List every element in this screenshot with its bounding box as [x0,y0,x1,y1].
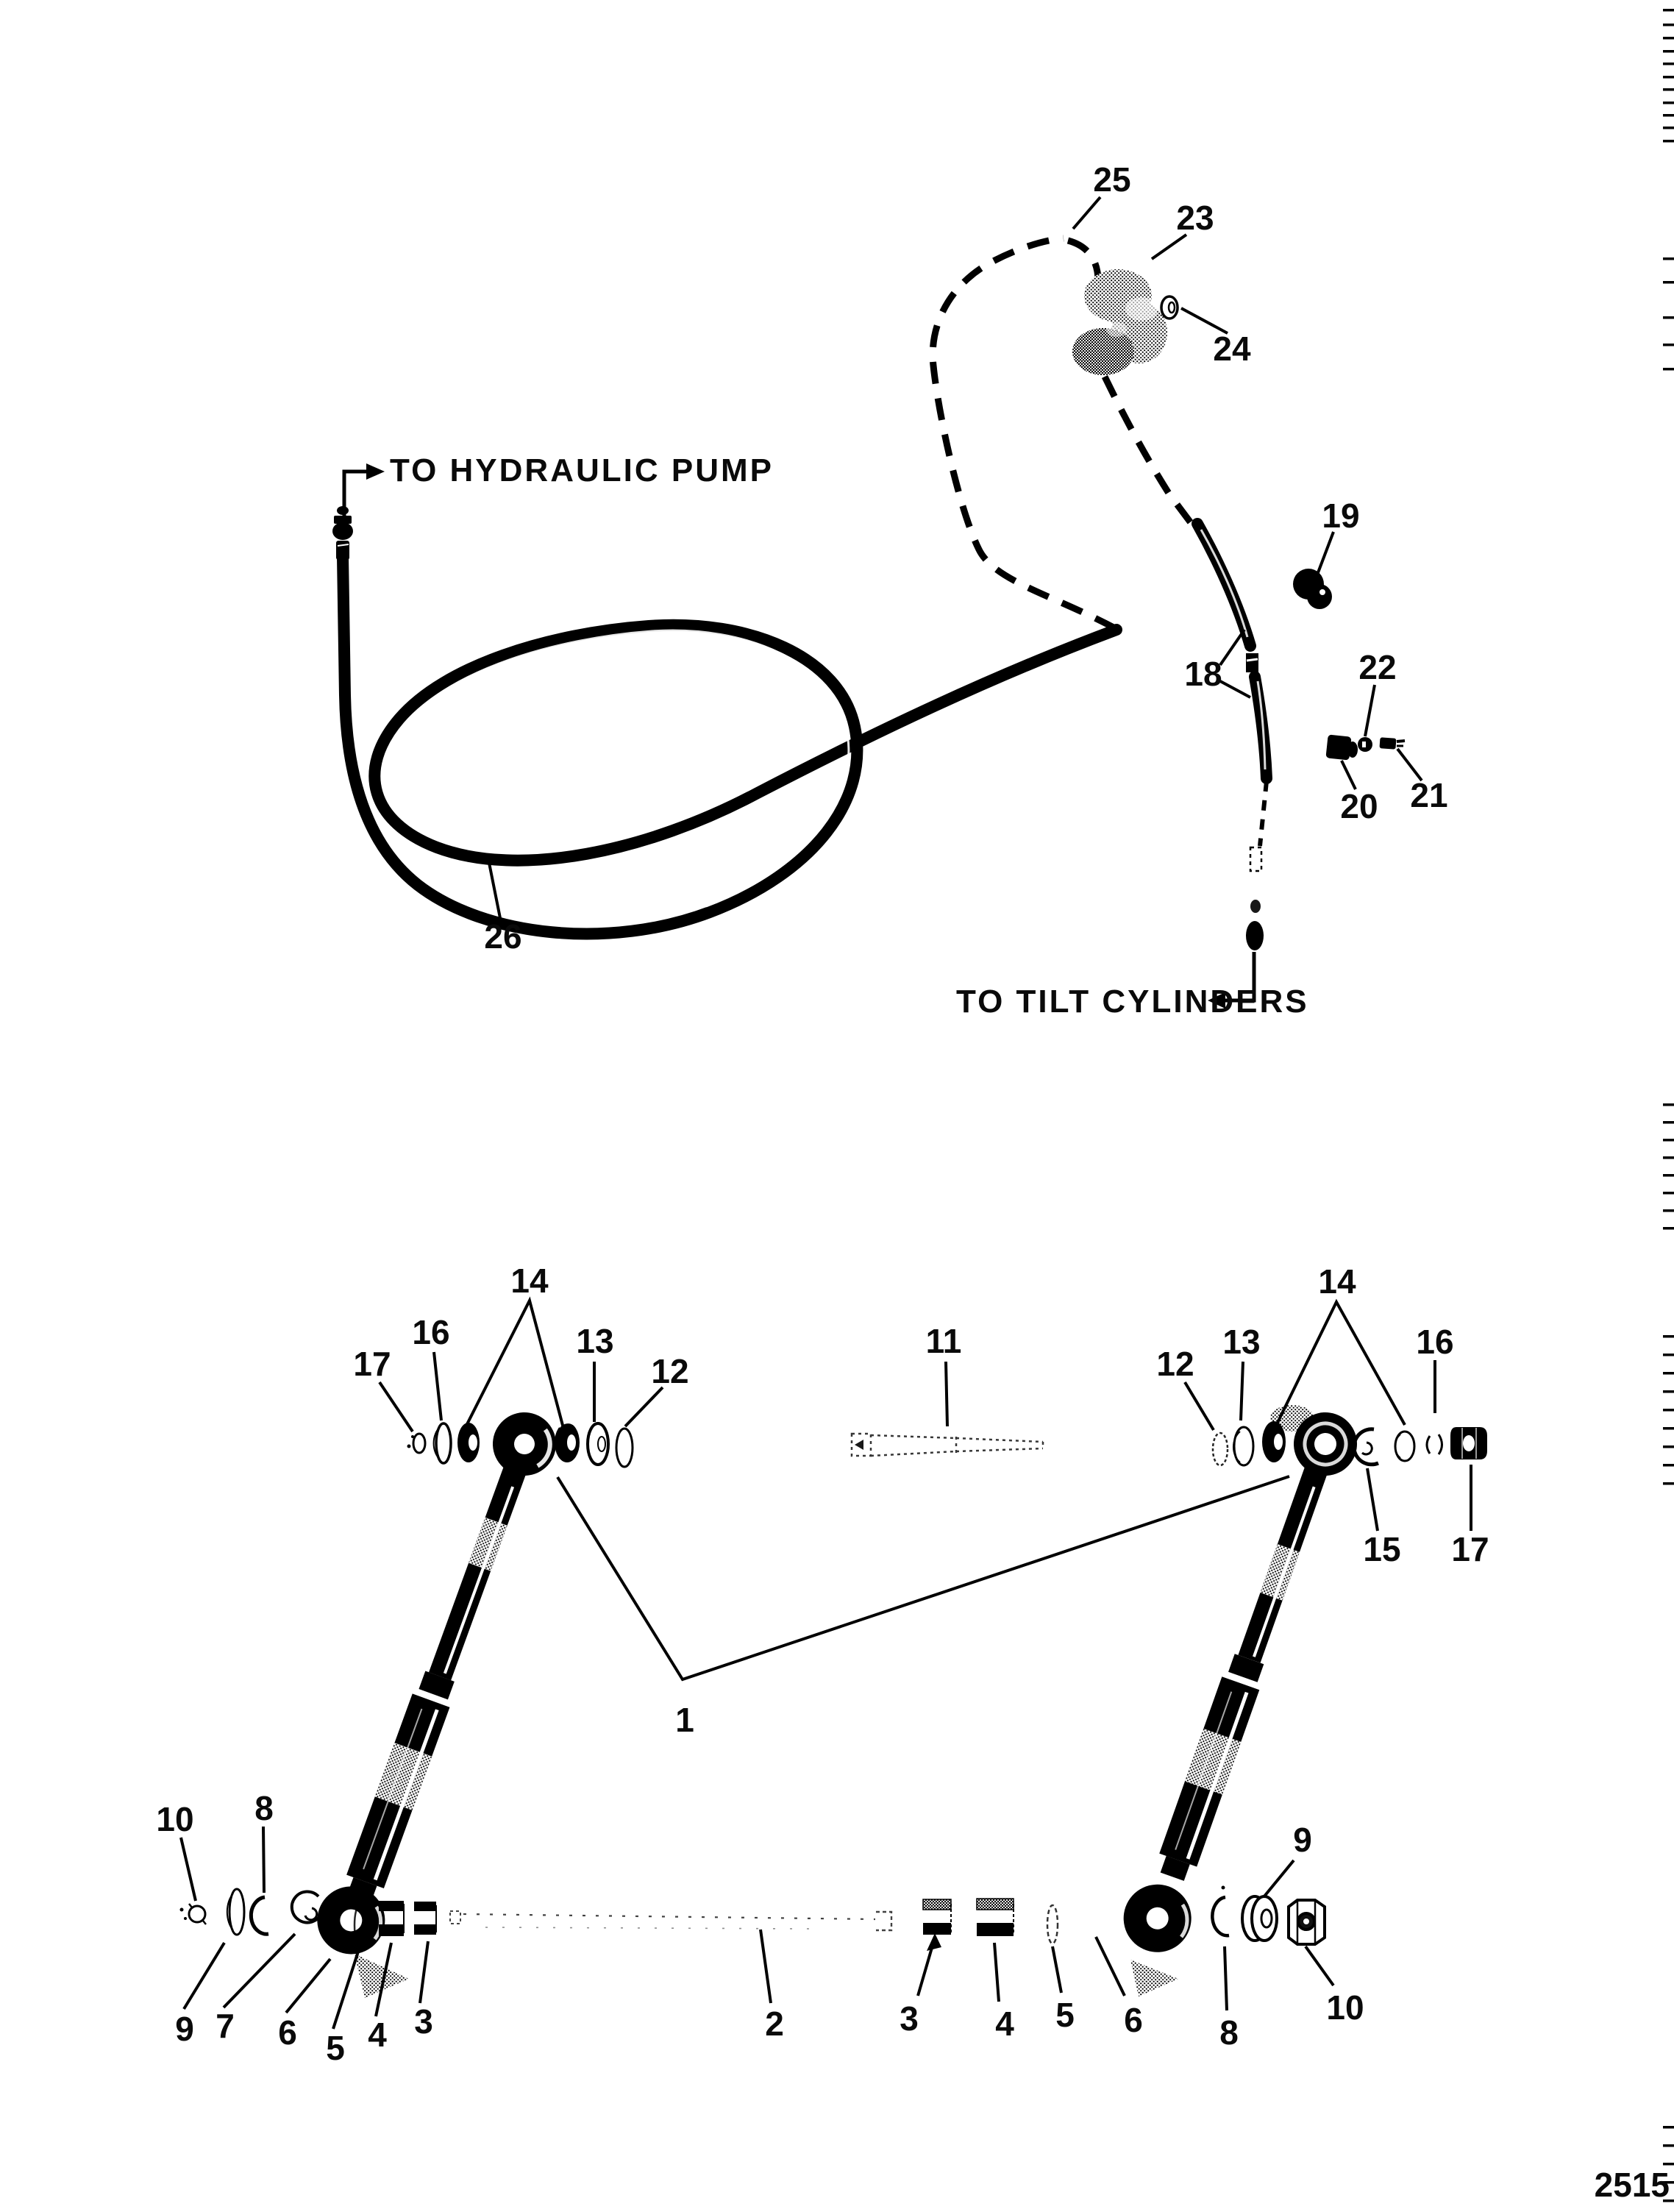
callout-13-right: 13 [1222,1323,1261,1361]
bushing-4-right [977,1899,1014,1936]
fitting-24 [1161,296,1178,319]
nut-22 [1358,737,1372,752]
right-cylinder-shading [1130,1960,1178,1996]
pump-arrow-icon [344,463,385,524]
left-tilt-cylinder [307,1403,567,1998]
callout-3-right: 3 [900,1999,919,2038]
callout-10-right: 10 [1326,1988,1364,2027]
callout-25: 25 [1093,160,1131,199]
washer-9-left [227,1889,244,1935]
pin-11 [852,1434,1043,1456]
callout-3-left: 3 [414,2002,433,2041]
hose-18 [1197,524,1267,778]
manifold-23 [1072,269,1167,375]
callout-4-right: 4 [995,2005,1014,2043]
callout-26: 26 [484,917,522,956]
pin-2 [450,1911,891,1930]
annotation-to-hydraulic-pump: TO HYDRAULIC PUMP [390,452,774,488]
grommet-19 [1293,569,1332,609]
callout-11: 11 [925,1322,962,1360]
callout-17-left: 17 [353,1345,391,1383]
callout-18: 18 [1184,655,1222,693]
callout-22: 22 [1358,648,1397,686]
washer-16-left [434,1423,451,1463]
callout-15: 15 [1363,1530,1401,1568]
callout-14-right: 14 [1318,1262,1356,1301]
washer-5-right [1047,1905,1058,1943]
washer-9-right [1242,1896,1277,1941]
snap-ring-15 [1354,1429,1378,1465]
bushing-14-right-outer [1395,1432,1414,1461]
nut-17-right [1450,1427,1487,1459]
page-edge-ticks [1663,9,1674,2202]
washer-12-left [616,1429,633,1467]
callout-9-left: 9 [175,2010,194,2048]
clip-8-left [251,1897,268,1934]
bushing-14-left-inner [555,1423,580,1462]
callout-10-left: 10 [156,1800,194,1838]
callout-13-left: 13 [576,1322,614,1360]
bushing-3-right [923,1899,951,1935]
callout-1: 1 [675,1701,694,1739]
callout-14-left: 14 [510,1262,549,1300]
nut-10-right [1289,1900,1325,1944]
tilt-end-fitting [1246,847,1264,950]
callout-12-right: 12 [1156,1345,1194,1383]
callout-2: 2 [765,2005,784,2043]
callout-4-left: 4 [368,2016,387,2054]
washer-12-right [1213,1433,1228,1465]
hose-26 [343,557,1116,933]
annotation-to-tilt-cylinders: TO TILT CYLINDERS [956,984,1309,1020]
callout-6-right: 6 [1124,2001,1143,2039]
callout-21: 21 [1410,776,1448,814]
washer-17-left [407,1434,426,1453]
callout-16-right: 16 [1416,1323,1454,1361]
callout-20: 20 [1340,787,1378,825]
callout-8-right: 8 [1219,2013,1239,2052]
fitting-20 [1325,734,1358,760]
callout-23: 23 [1176,199,1214,237]
callout-8-left: 8 [254,1789,274,1827]
callout-6-left: 6 [278,2013,297,2052]
callout-5-left: 5 [326,2029,345,2067]
callout-16-left: 16 [412,1313,450,1351]
clip-8-right [1212,1886,1229,1936]
washer-13-left [588,1423,608,1465]
washer-13-right [1233,1427,1253,1465]
callout-7-left: 7 [216,2007,235,2045]
callout-12-left: 12 [651,1352,689,1390]
callout-5-right: 5 [1055,1996,1075,2034]
callout-9-right: 9 [1293,1821,1312,1859]
bushing-14-left-outer [457,1423,480,1462]
callout-17-right: 17 [1451,1530,1489,1568]
callout-19: 19 [1322,497,1360,535]
bushing-3-left [414,1902,436,1935]
washer-10-left [180,1904,207,1924]
page-number: 2515 [1594,2166,1670,2204]
clip-16-right [1427,1434,1442,1454]
callout-24: 24 [1213,330,1251,368]
fitting-21 [1379,737,1405,749]
ring-7-left [292,1891,321,1922]
